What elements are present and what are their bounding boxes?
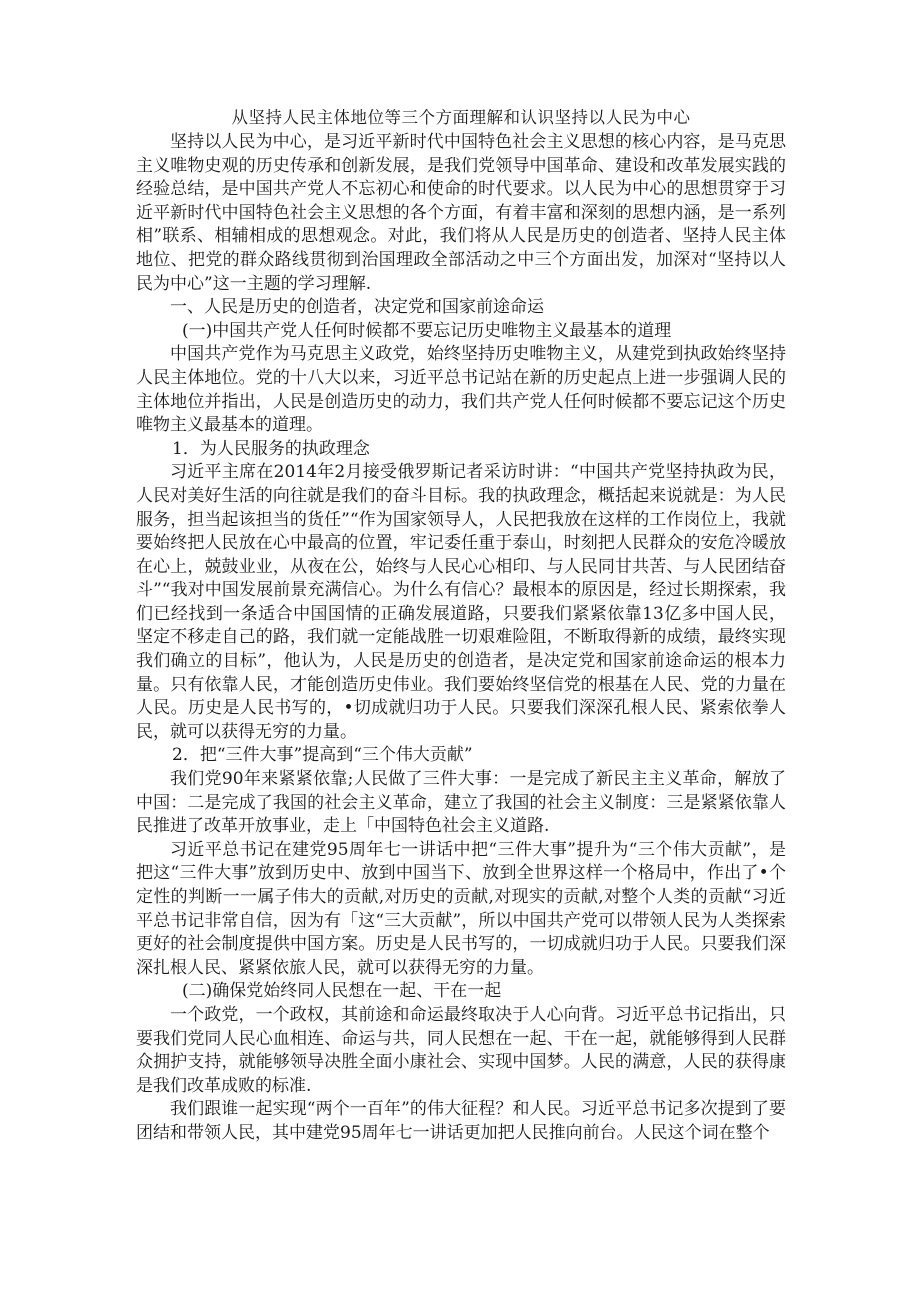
subsection-heading-1: (一)中国共产党人任何时候都不要忘记历史唯物主义最基本的道理	[182, 320, 672, 341]
item-2-paragraph-2: 习近平总书记在建党95周年七一讲话中把“三件大事”提升为“三个伟大贡献”，是把这“三件大事”放到历史中、放到中国当下、放到全世界这样一个格局中，作出了•个定性的判断一一属子伟大的贡献,对历史的贡献,对现实的贡献,对整个人类的贡献“习近平总书记非常自信，因为有「这“三大贡献”，所以中国共产党可以带领人民为人类探索更好的社会制度提供中国方案。历史是人民书写的，一切成就归功于人民。只要我们深深扎根人民、紧紧依旅人民，就可以获得无穷的力量。	[136, 839, 786, 978]
subsection-1-paragraph: 中国共产党作为马克思主义政党，始终坚持历史唯物主义，从建党到执政始终坚持人民主体地位。党的十八大以来，习近平总书记站在新的历史起点上进一步强调人民的主体地位并指出，人民是创造历史的动力，我们共产党人任何时候都不要忘记这个历史唯物主义最基本的道理。	[136, 344, 786, 436]
item-heading-1: 1．为人民服务的执政理念	[172, 438, 370, 459]
document-title: 从坚持人民主体地位等三个方面理解和认识坚持以人民为中心	[231, 108, 691, 127]
section-heading-1: 一、人民是历史的创造者，决定党和国家前途命运	[170, 297, 544, 318]
item-heading-2: 2．把“三件大事”提高到“三个伟大贡献”	[172, 745, 473, 766]
subsection-2-paragraph-2: 我们跟谁一起实现“两个一百年”的伟大征程？和人民。习近平总书记多次提到了要团结和带领人民，其中建党95周年七一讲话更加把人民推向前台。人民这个词在整个	[136, 1099, 786, 1143]
document-body	[136, 105, 786, 1146]
intro-paragraph: 坚持以人民为中心，是习近平新时代中国特色社会主义思想的核心内容，是马克思主义唯物史观的历史传承和创新发展，是我们党领导中国革命、建设和改革发展实践的经验总结，是中国共产党人不忘初心和使命的时代要求。以人民为中心的思想贯穿于习近平新时代中国特色社会主义思想的各个方面，有着丰富和深刻的思想内涵，是一系列相”联系、相辅相成的思想观念。对此，我们将从人民是历史的创造者、坚持人民主体地位、把党的群众路线贯彻到治国理政全部活动之中三个方面出发，加深对“坚持以人民为中心”这一主题的学习理解.	[136, 132, 786, 294]
item-1-paragraph: 习近平主席在2014年2月接受俄罗斯记者采访时讲：“中国共产党坚持执政为民，人民对美好生活的向往就是我们的奋斗目标。我的执政理念，概括起来说就是：为人民服务，担当起该担当的货任”“作为国家领导人，人民把我放在这样的工作岗位上，我就要始终把人民放在心中最高的位置，牢记委任重于泰山，时刻把人民群众的安危冷暖放在心上，兢鼓业业，从夜在公，始终与人民心心相印、与人民同甘共苦、与人民团结奋斗”“我对中国发展前景充满信心。为什么有信心？最根本的原因是，经过长期探索，我们已经找到一条适合中国国情的正确发展道路，只要我们紧紧依靠13亿多中国人民，坚定不移走自己的路，我们就一定能战胜一切艰难险阻，不断取得新的成绩，最终实现我们确立的目标”，他认为，人民是历史的创造者，是决定党和国家前途命运的根本力量。只有依靠人民，才能创造历史伟业。我们要始终坚信党的根基在人民、党的力量在人民。历史是人民书写的，•切成就归功于人民。只要我们深深孔根人民、紧索依拳人民，就可以获得无穷的力量。	[136, 462, 786, 742]
item-2-paragraph-1: 我们党90年来紧紧依靠;人民做了三件大事：一是完成了新民主主义革命，解放了中国：二是完成了我国的社会主义革命，建立了我国的社会主义制度：三是紧紧依靠人民推进了改革开放事业，走上「中国特色社会主义道路.	[136, 769, 786, 837]
subsection-heading-2: (二)确保党始终同人民想在一起、干在一起	[182, 981, 502, 1002]
subsection-2-paragraph-1: 一个政党，一个政权，其前途和命运最终取决于人心向背。习近平总书记指出，只要我们党同人民心血相连、命运与共，同人民想在一起、干在一起，就能够得到人民群众拥护支持，就能够领导决胜全面小康社会、实现中国梦。人民的满意，人民的获得康是我们改革成败的标准.	[136, 1004, 786, 1096]
